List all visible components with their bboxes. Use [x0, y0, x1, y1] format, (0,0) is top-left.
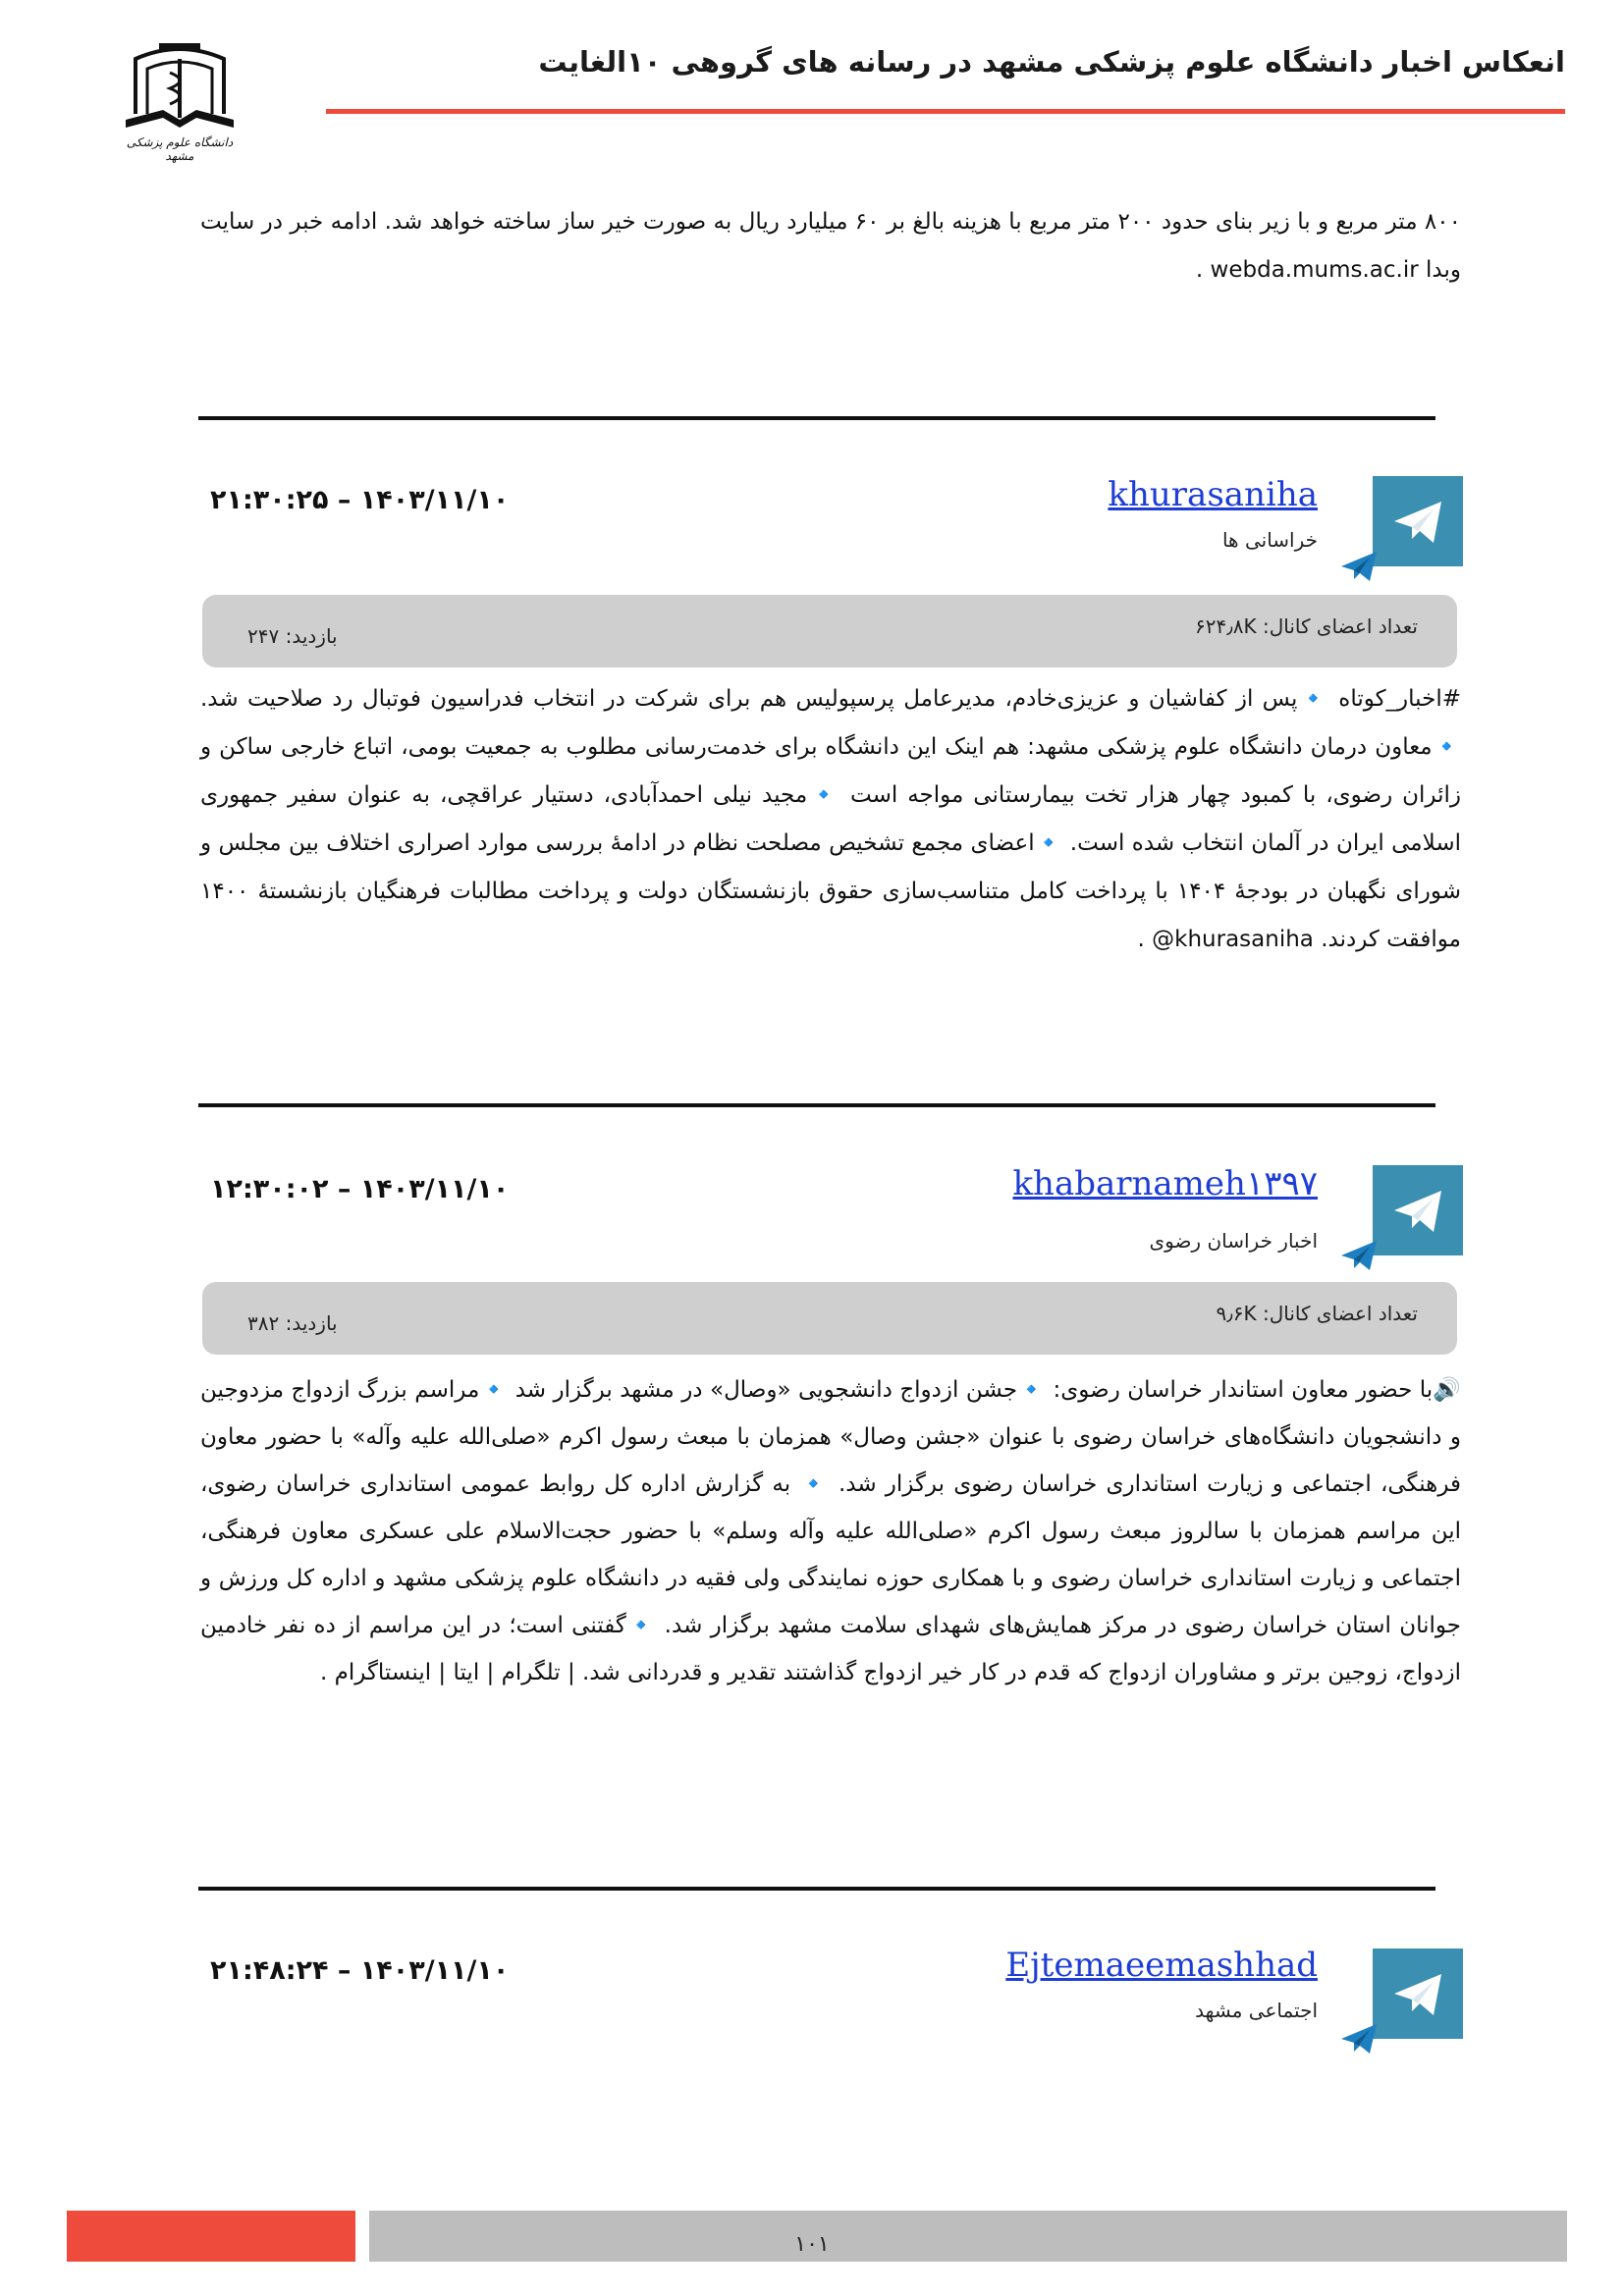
stats-bar	[202, 595, 1457, 667]
post-text: #اخبار_کوتاه 🔹پس از کفاشیان و عزیزی‌خادم، مدیرعامل پرسپولیس هم برای شرکت در انتخاب فدراسیون فوتبال رد صلاحیت شد. 🔹معاون درمان دانشگاه علوم پزشکی مشهد: هم اینک این دانشگاه برای خدمت‌رسانی مطلوب به جمعیت بومی، اتباع خارجی ساکن و زائران رضوی، با کمبود چهار هزار تخت بیمارستانی مواجه است 🔹مجید نیلی احمدآبادی، دستیار عراقچی، به عنوان سفیر جمهوری اسلامی ایران در آلمان انتخاب شده است. 🔹اعضای مجمع تشخیص مصلحت نظام در ادامهٔ بررسی موارد اصراری اختلاف بین مجلس و شورای نگهبان در بودجهٔ ۱۴۰۴ با پرداخت کامل متناسب‌سازی حقوق بازنشستگان دولت و پرداخت مطالبات فرهنگیان بازنشستهٔ ۱۴۰۰ موافقت کردند. khurasaniha@ .	[200, 686, 1461, 952]
intro-paragraph: ۸۰۰ متر مربع و با زیر بنای حدود ۲۰۰ متر مربع با هزینه بالغ بر ۶۰ میلیارد ریال به صورت خیر ساز ساخته خواهد شد. ادامه خبر در سایت وبدا webda.mums.ac.ir .	[200, 209, 1461, 283]
members-count: تعداد اعضای کانال: ۹٫۶K	[1216, 1302, 1418, 1325]
post-text: 🔊با حضور معاون استاندار خراسان رضوی: 🔹جشن ازدواج دانشجویی «وصال» در مشهد برگزار شد 🔹مراسم بزرگ ازدواج مزدوجین و دانشجویان دانشگاه‌های خراسان رضوی با عنوان «جشن وصال» همزمان با مبعث رسول اکرم «صلی‌الله علیه وآله» با حضور معاون فرهنگی، اجتماعی و زیارت استانداری خراسان رضوی برگزار شد. 🔹 به گزارش اداره کل روابط عمومی استانداری خراسان رضوی، این مراسم همزمان با سالروز مبعث رسول اکرم «صلی‌الله علیه وآله وسلم» با حضور حجت‌الاسلام علی عسکری معاون فرهنگی، اجتماعی و زیارت استانداری خراسان رضوی و با همکاری حوزه نمایندگی ولی فقیه در دانشگاه علوم پزشکی مشهد و اداره کل ورزش و جوانان استان خراسان رضوی در مرکز همایش‌های شهدای سلامت مشهد برگزار شد. 🔹گفتنی است؛ در این مراسم از ده نفر خادمین ازدواج، زوجین برتر و مشاوران ازدواج که قدم در کار خیر ازدواج گذاشتند تقدیر و قدردانی شد. | تلگرام | ایتا | اینستاگرام .	[200, 1377, 1461, 1685]
post-datetime: ۱۴۰۳/۱۱/۱۰ – ۱۲:۳۰:۰۲	[210, 1174, 510, 1204]
divider	[198, 416, 1435, 420]
divider	[198, 1887, 1435, 1891]
telegram-small-icon	[1339, 550, 1379, 583]
page-title: انعکاس اخبار دانشگاه علوم پزشکی مشهد در رسانه های گروهی ۱۰الغایت	[538, 45, 1565, 79]
page-number: ۱۰۱	[794, 2232, 830, 2257]
channel-name: خراسانی ها	[1221, 528, 1318, 552]
university-logo-icon	[116, 37, 244, 165]
header-rule	[326, 109, 1565, 114]
views-count: بازدید: ۲۴۷	[247, 624, 338, 648]
telegram-icon	[1373, 1949, 1463, 2039]
telegram-small-icon	[1339, 2022, 1379, 2056]
divider	[198, 1103, 1435, 1107]
channel-link[interactable]: khurasaniha	[1108, 475, 1318, 514]
stats-bar	[202, 1282, 1457, 1355]
post-datetime: ۱۴۰۳/۱۱/۱۰ – ۲۱:۳۰:۲۵	[210, 485, 510, 515]
post-datetime: ۱۴۰۳/۱۱/۱۰ – ۲۱:۴۸:۲۴	[210, 1955, 510, 1986]
telegram-icon	[1373, 1165, 1463, 1255]
views-count: بازدید: ۳۸۲	[247, 1311, 338, 1335]
telegram-icon	[1373, 476, 1463, 566]
channel-link[interactable]: Ejtemaeemashhad	[1005, 1946, 1318, 1985]
members-count: تعداد اعضای کانال: ۶۲۴٫۸K	[1195, 614, 1418, 638]
logo-caption: دانشگاه علوم پزشکی مشهد	[126, 135, 234, 163]
channel-link[interactable]: khabarnameh۱۳۹۷	[1012, 1164, 1318, 1203]
channel-name: اجتماعی مشهد	[1195, 1999, 1318, 2022]
channel-name: اخبار خراسان رضوی	[1149, 1229, 1318, 1253]
telegram-small-icon	[1339, 1239, 1379, 1272]
